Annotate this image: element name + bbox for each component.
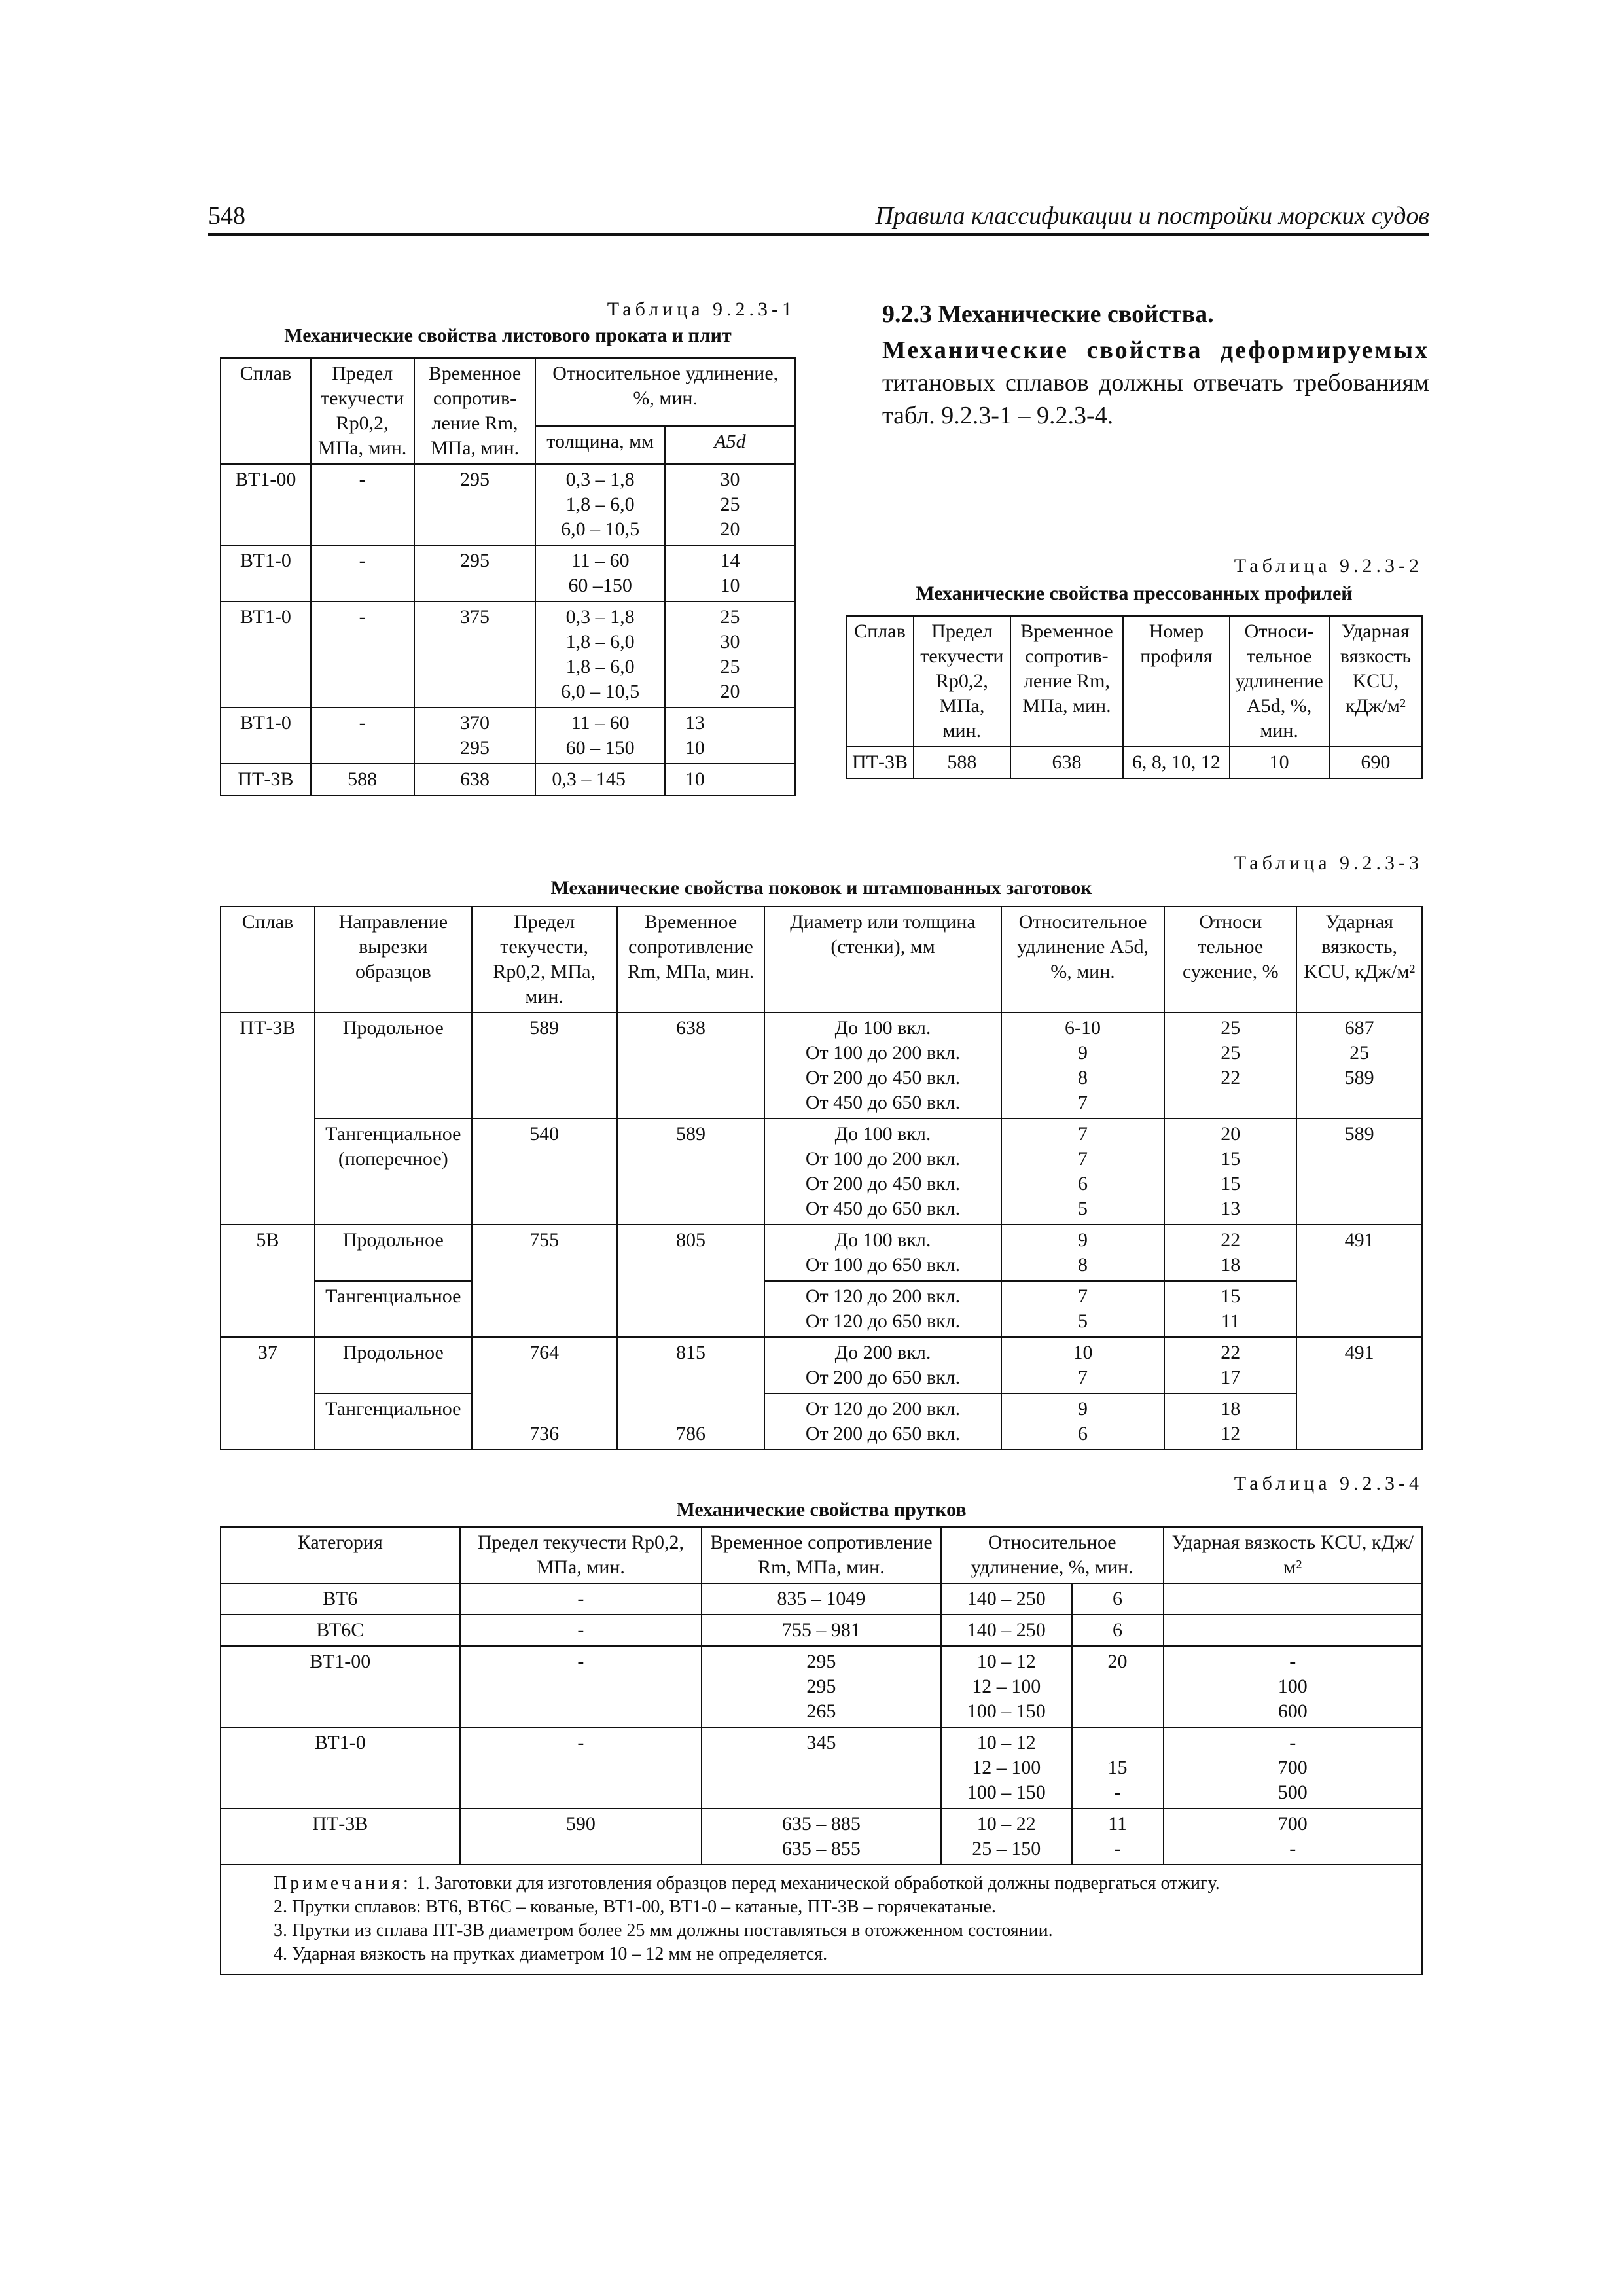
- t1-cell: -: [311, 464, 414, 545]
- t4-cell: 20: [1072, 1646, 1164, 1727]
- t3-cell: До 100 вкл. От 100 до 650 вкл.: [764, 1225, 1001, 1281]
- section-text: [882, 334, 1429, 432]
- t3-head-direction: Направление вырезки образцов: [315, 906, 472, 1013]
- t3-cell: От 120 до 200 вкл. От 200 до 650 вкл.: [764, 1393, 1001, 1450]
- t2-cell: 690: [1329, 747, 1422, 778]
- t1-cell: 375: [414, 601, 536, 708]
- t4-cell: 6: [1072, 1583, 1164, 1615]
- t1-head-tensile: Временное сопротив-ление Rm, МПа, мин.: [414, 358, 536, 464]
- t4-head-elong: Относительное удлинение, %, мин.: [941, 1527, 1164, 1583]
- table-row: [221, 1119, 1422, 1225]
- t4-head-impact: Ударная вязкость KCU, кДж/м²: [1164, 1527, 1423, 1583]
- t4-cell: 700 -: [1164, 1808, 1423, 1865]
- t1-head-elong: Относительное удлинение, %, мин.: [535, 358, 795, 426]
- t3-head-diameter: Диаметр или толщина (стенки), мм: [764, 906, 1001, 1013]
- t1-cell: 295: [414, 464, 536, 545]
- t3-cell: Продольное: [315, 1337, 472, 1393]
- t3-cell: 20 15 15 13: [1164, 1119, 1296, 1225]
- t3-head-reduction: Относи тельное сужение, %: [1164, 906, 1296, 1013]
- section-block: [882, 300, 1429, 432]
- note-item: 3. Прутки из сплава ПТ-3В диаметром более 25 мм должны поставляться в отожженном состоянии.: [274, 1920, 1053, 1941]
- t4-cell: 140 – 250: [941, 1583, 1072, 1615]
- note-item: 2. Прутки сплавов: ВТ6, ВТ6С – кованые, ВТ1-00, ВТ1-0 – катаные, ПТ-3В – горячекатаные.: [274, 1897, 996, 1917]
- table-row: [846, 747, 1422, 778]
- t3-cell: 805: [617, 1225, 765, 1337]
- t3-cell: 25 25 22: [1164, 1013, 1296, 1119]
- t1-cell: 13 10: [665, 708, 795, 764]
- t4-cell: ВТ1-0: [221, 1727, 460, 1808]
- t2-head-yield: Предел текучести Rp0,2, МПа, мин.: [914, 616, 1010, 747]
- section-text-lead: Механические свойства деформируемых: [882, 336, 1429, 364]
- t1-cell: 0,3 – 1,8 1,8 – 6,0 1,8 – 6,0 6,0 – 10,5: [535, 601, 665, 708]
- t4-cell: -: [460, 1646, 702, 1727]
- section-title: 9.2.3 Механические свойства.: [882, 300, 1214, 328]
- t3-head-elong: Относительное удлинение A5d, %, мин.: [1001, 906, 1165, 1013]
- t3-cell: Тангенциальное (поперечное): [315, 1119, 472, 1225]
- t4-cell: 590: [460, 1808, 702, 1865]
- t3-cell: 6-10 9 8 7: [1001, 1013, 1165, 1119]
- t3-cell: 15 11: [1164, 1281, 1296, 1337]
- table-row: [221, 1337, 1422, 1393]
- t3-cell: 5В: [221, 1225, 315, 1337]
- t3-head-yield: Предел текучести, Rp0,2, МПа, мин.: [472, 906, 617, 1013]
- t2-cell: ПТ-3В: [846, 747, 914, 778]
- table4-number: Таблица 9.2.3-4: [1234, 1473, 1423, 1494]
- t3-cell: 589: [472, 1013, 617, 1119]
- table-row: [221, 1225, 1422, 1281]
- t3-cell: 764: [472, 1337, 617, 1393]
- t4-cell: ВТ1-00: [221, 1646, 460, 1727]
- t3-cell: 589: [1296, 1119, 1422, 1225]
- t1-cell: -: [311, 708, 414, 764]
- t3-cell: От 120 до 200 вкл. От 120 до 650 вкл.: [764, 1281, 1001, 1337]
- t3-cell: До 200 вкл. От 200 до 650 вкл.: [764, 1337, 1001, 1393]
- t2-head-tensile: Временное сопротив-ление Rm, МПа, мин.: [1010, 616, 1124, 747]
- t3-cell: 638: [617, 1013, 765, 1119]
- table4-notes: [221, 1865, 1422, 1975]
- t1-cell: 14 10: [665, 545, 795, 601]
- t4-cell: - 100 600: [1164, 1646, 1423, 1727]
- t1-cell: ВТ1-0: [221, 545, 311, 601]
- table-row: [221, 1615, 1422, 1646]
- t4-cell: -: [460, 1583, 702, 1615]
- t4-cell: ВТ6: [221, 1583, 460, 1615]
- t4-cell: -: [460, 1615, 702, 1646]
- t2-cell: 588: [914, 747, 1010, 778]
- t2-head-alloy: Сплав: [846, 616, 914, 747]
- table-row: [221, 1583, 1422, 1615]
- t1-cell: ВТ1-0: [221, 601, 311, 708]
- t4-cell: 10 – 12 12 – 100 100 – 150: [941, 1727, 1072, 1808]
- t2-cell: 10: [1230, 747, 1329, 778]
- t1-cell: 638: [414, 764, 536, 795]
- t3-cell: 687 25 589: [1296, 1013, 1422, 1119]
- t1-head-thickness: толщина, мм: [535, 426, 665, 464]
- t4-cell: 295 295 265: [702, 1646, 941, 1727]
- t3-cell: 37: [221, 1337, 315, 1450]
- table1-title: Механические свойства листового проката и плит: [284, 325, 732, 346]
- header-rule: [208, 233, 1429, 236]
- t3-cell: Тангенциальное: [315, 1393, 472, 1450]
- notes-label: Примечания:: [274, 1873, 412, 1893]
- t3-cell: Продольное: [315, 1225, 472, 1281]
- t1-cell: 11 – 60 60 –150: [535, 545, 665, 601]
- t3-cell: ПТ-3В: [221, 1013, 315, 1225]
- note-item: 1. Заготовки для изготовления образцов перед механической обработкой должны подвергаться отжигу.: [416, 1873, 1220, 1893]
- t1-cell: -: [311, 601, 414, 708]
- t3-cell: 736: [472, 1393, 617, 1450]
- table4-title: Механические свойства прутков: [676, 1499, 967, 1520]
- table-row: [221, 1808, 1422, 1865]
- table-row: [221, 464, 795, 545]
- note-item: 4. Ударная вязкость на прутках диаметром 10 – 12 мм не определяется.: [274, 1944, 828, 1964]
- t1-head-yield: Предел текучести Rp0,2, МПа, мин.: [311, 358, 414, 464]
- t3-head-alloy: Сплав: [221, 906, 315, 1013]
- section-text-rest: титановых сплавов должны отвечать требованиям табл. 9.2.3-1 – 9.2.3-4.: [882, 369, 1429, 429]
- t4-cell: [1164, 1615, 1423, 1646]
- t2-head-profile: Номер профиля: [1123, 616, 1229, 747]
- t1-cell: ПТ-3В: [221, 764, 311, 795]
- t3-cell: 786: [617, 1393, 765, 1450]
- t4-cell: 140 – 250: [941, 1615, 1072, 1646]
- page-number: 548: [208, 202, 245, 230]
- table2: [846, 615, 1423, 779]
- t4-head-tensile: Временное сопротивление Rm, МПа, мин.: [702, 1527, 941, 1583]
- table-row: [221, 1393, 1422, 1450]
- table4: [220, 1526, 1423, 1975]
- table-row: [221, 601, 795, 708]
- t2-head-elong: Относи-тельное удлинение A5d, %, мин.: [1230, 616, 1329, 747]
- table3: [220, 906, 1423, 1450]
- t2-cell: 6, 8, 10, 12: [1123, 747, 1229, 778]
- table-row: [221, 1013, 1422, 1119]
- table-notes-row: [221, 1865, 1422, 1975]
- t3-cell: 815: [617, 1337, 765, 1393]
- t4-cell: [1164, 1583, 1423, 1615]
- t1-cell: ВТ1-00: [221, 464, 311, 545]
- t3-cell: Продольное: [315, 1013, 472, 1119]
- table1: [220, 357, 796, 796]
- table2-title: Механические свойства прессованных профилей: [916, 583, 1353, 604]
- t1-cell: 25 30 25 20: [665, 601, 795, 708]
- t4-cell: 6: [1072, 1615, 1164, 1646]
- table-row: [221, 1727, 1422, 1808]
- t3-cell: 7 5: [1001, 1281, 1165, 1337]
- t1-cell: 0,3 – 1,8 1,8 – 6,0 6,0 – 10,5: [535, 464, 665, 545]
- t1-cell: 370 295: [414, 708, 536, 764]
- t3-cell: 22 18: [1164, 1225, 1296, 1281]
- table-row: [221, 545, 795, 601]
- t4-cell: -: [460, 1727, 702, 1808]
- t4-cell: 635 – 885 635 – 855: [702, 1808, 941, 1865]
- table-row: [221, 1646, 1422, 1727]
- t3-cell: 18 12: [1164, 1393, 1296, 1450]
- table-row: [221, 1281, 1422, 1337]
- t3-head-impact: Ударная вязкость, KCU, кДж/м²: [1296, 906, 1422, 1013]
- t3-cell: 9 6: [1001, 1393, 1165, 1450]
- t3-cell: 10 7: [1001, 1337, 1165, 1393]
- t4-cell: - 700 500: [1164, 1727, 1423, 1808]
- t4-head-yield: Предел текучести Rp0,2, МПа, мин.: [460, 1527, 702, 1583]
- t1-cell: 30 25 20: [665, 464, 795, 545]
- table3-title: Механические свойства поковок и штампованных заготовок: [550, 877, 1092, 899]
- table1-number: Таблица 9.2.3-1: [607, 298, 796, 320]
- table-row: [221, 764, 795, 795]
- t3-head-tensile: Временное сопротивление Rm, МПа, мин.: [617, 906, 765, 1013]
- t2-cell: 638: [1010, 747, 1124, 778]
- t3-cell: 9 8: [1001, 1225, 1165, 1281]
- t2-head-impact: Ударная вязкость KCU, кДж/м²: [1329, 616, 1422, 747]
- t1-head-a5d: A5d: [665, 426, 795, 464]
- t4-cell: 15 -: [1072, 1727, 1164, 1808]
- t1-cell: 11 – 60 60 – 150: [535, 708, 665, 764]
- t4-cell: 10 – 22 25 – 150: [941, 1808, 1072, 1865]
- t1-cell: ВТ1-0: [221, 708, 311, 764]
- t1-cell: 0,3 – 145: [535, 764, 665, 795]
- t3-cell: 589: [617, 1119, 765, 1225]
- t1-head-alloy: Сплав: [221, 358, 311, 464]
- t4-cell: 755 – 981: [702, 1615, 941, 1646]
- t3-cell: Тангенциальное: [315, 1281, 472, 1337]
- t3-cell: 491: [1296, 1337, 1422, 1450]
- table2-number: Таблица 9.2.3-2: [1234, 555, 1423, 577]
- running-title: Правила классификации и постройки морских судов: [875, 202, 1429, 230]
- t4-cell: 10 – 12 12 – 100 100 – 150: [941, 1646, 1072, 1727]
- t1-cell: 295: [414, 545, 536, 601]
- t1-cell: 10: [665, 764, 795, 795]
- t4-cell: 835 – 1049: [702, 1583, 941, 1615]
- t1-cell: -: [311, 545, 414, 601]
- t4-cell: ВТ6С: [221, 1615, 460, 1646]
- t3-cell: 491: [1296, 1225, 1422, 1337]
- t3-cell: 22 17: [1164, 1337, 1296, 1393]
- t4-head-category: Категория: [221, 1527, 460, 1583]
- t3-cell: До 100 вкл. От 100 до 200 вкл. От 200 до 450 вкл. От 450 до 650 вкл.: [764, 1119, 1001, 1225]
- t4-cell: 345: [702, 1727, 941, 1808]
- table3-number: Таблица 9.2.3-3: [1234, 852, 1423, 874]
- t3-cell: 7 7 6 5: [1001, 1119, 1165, 1225]
- t3-cell: 540: [472, 1119, 617, 1225]
- t4-cell: 11 -: [1072, 1808, 1164, 1865]
- table-row: [221, 708, 795, 764]
- t3-cell: 755: [472, 1225, 617, 1337]
- t4-cell: ПТ-3В: [221, 1808, 460, 1865]
- t3-cell: До 100 вкл. От 100 до 200 вкл. От 200 до 450 вкл. От 450 до 650 вкл.: [764, 1013, 1001, 1119]
- t1-cell: 588: [311, 764, 414, 795]
